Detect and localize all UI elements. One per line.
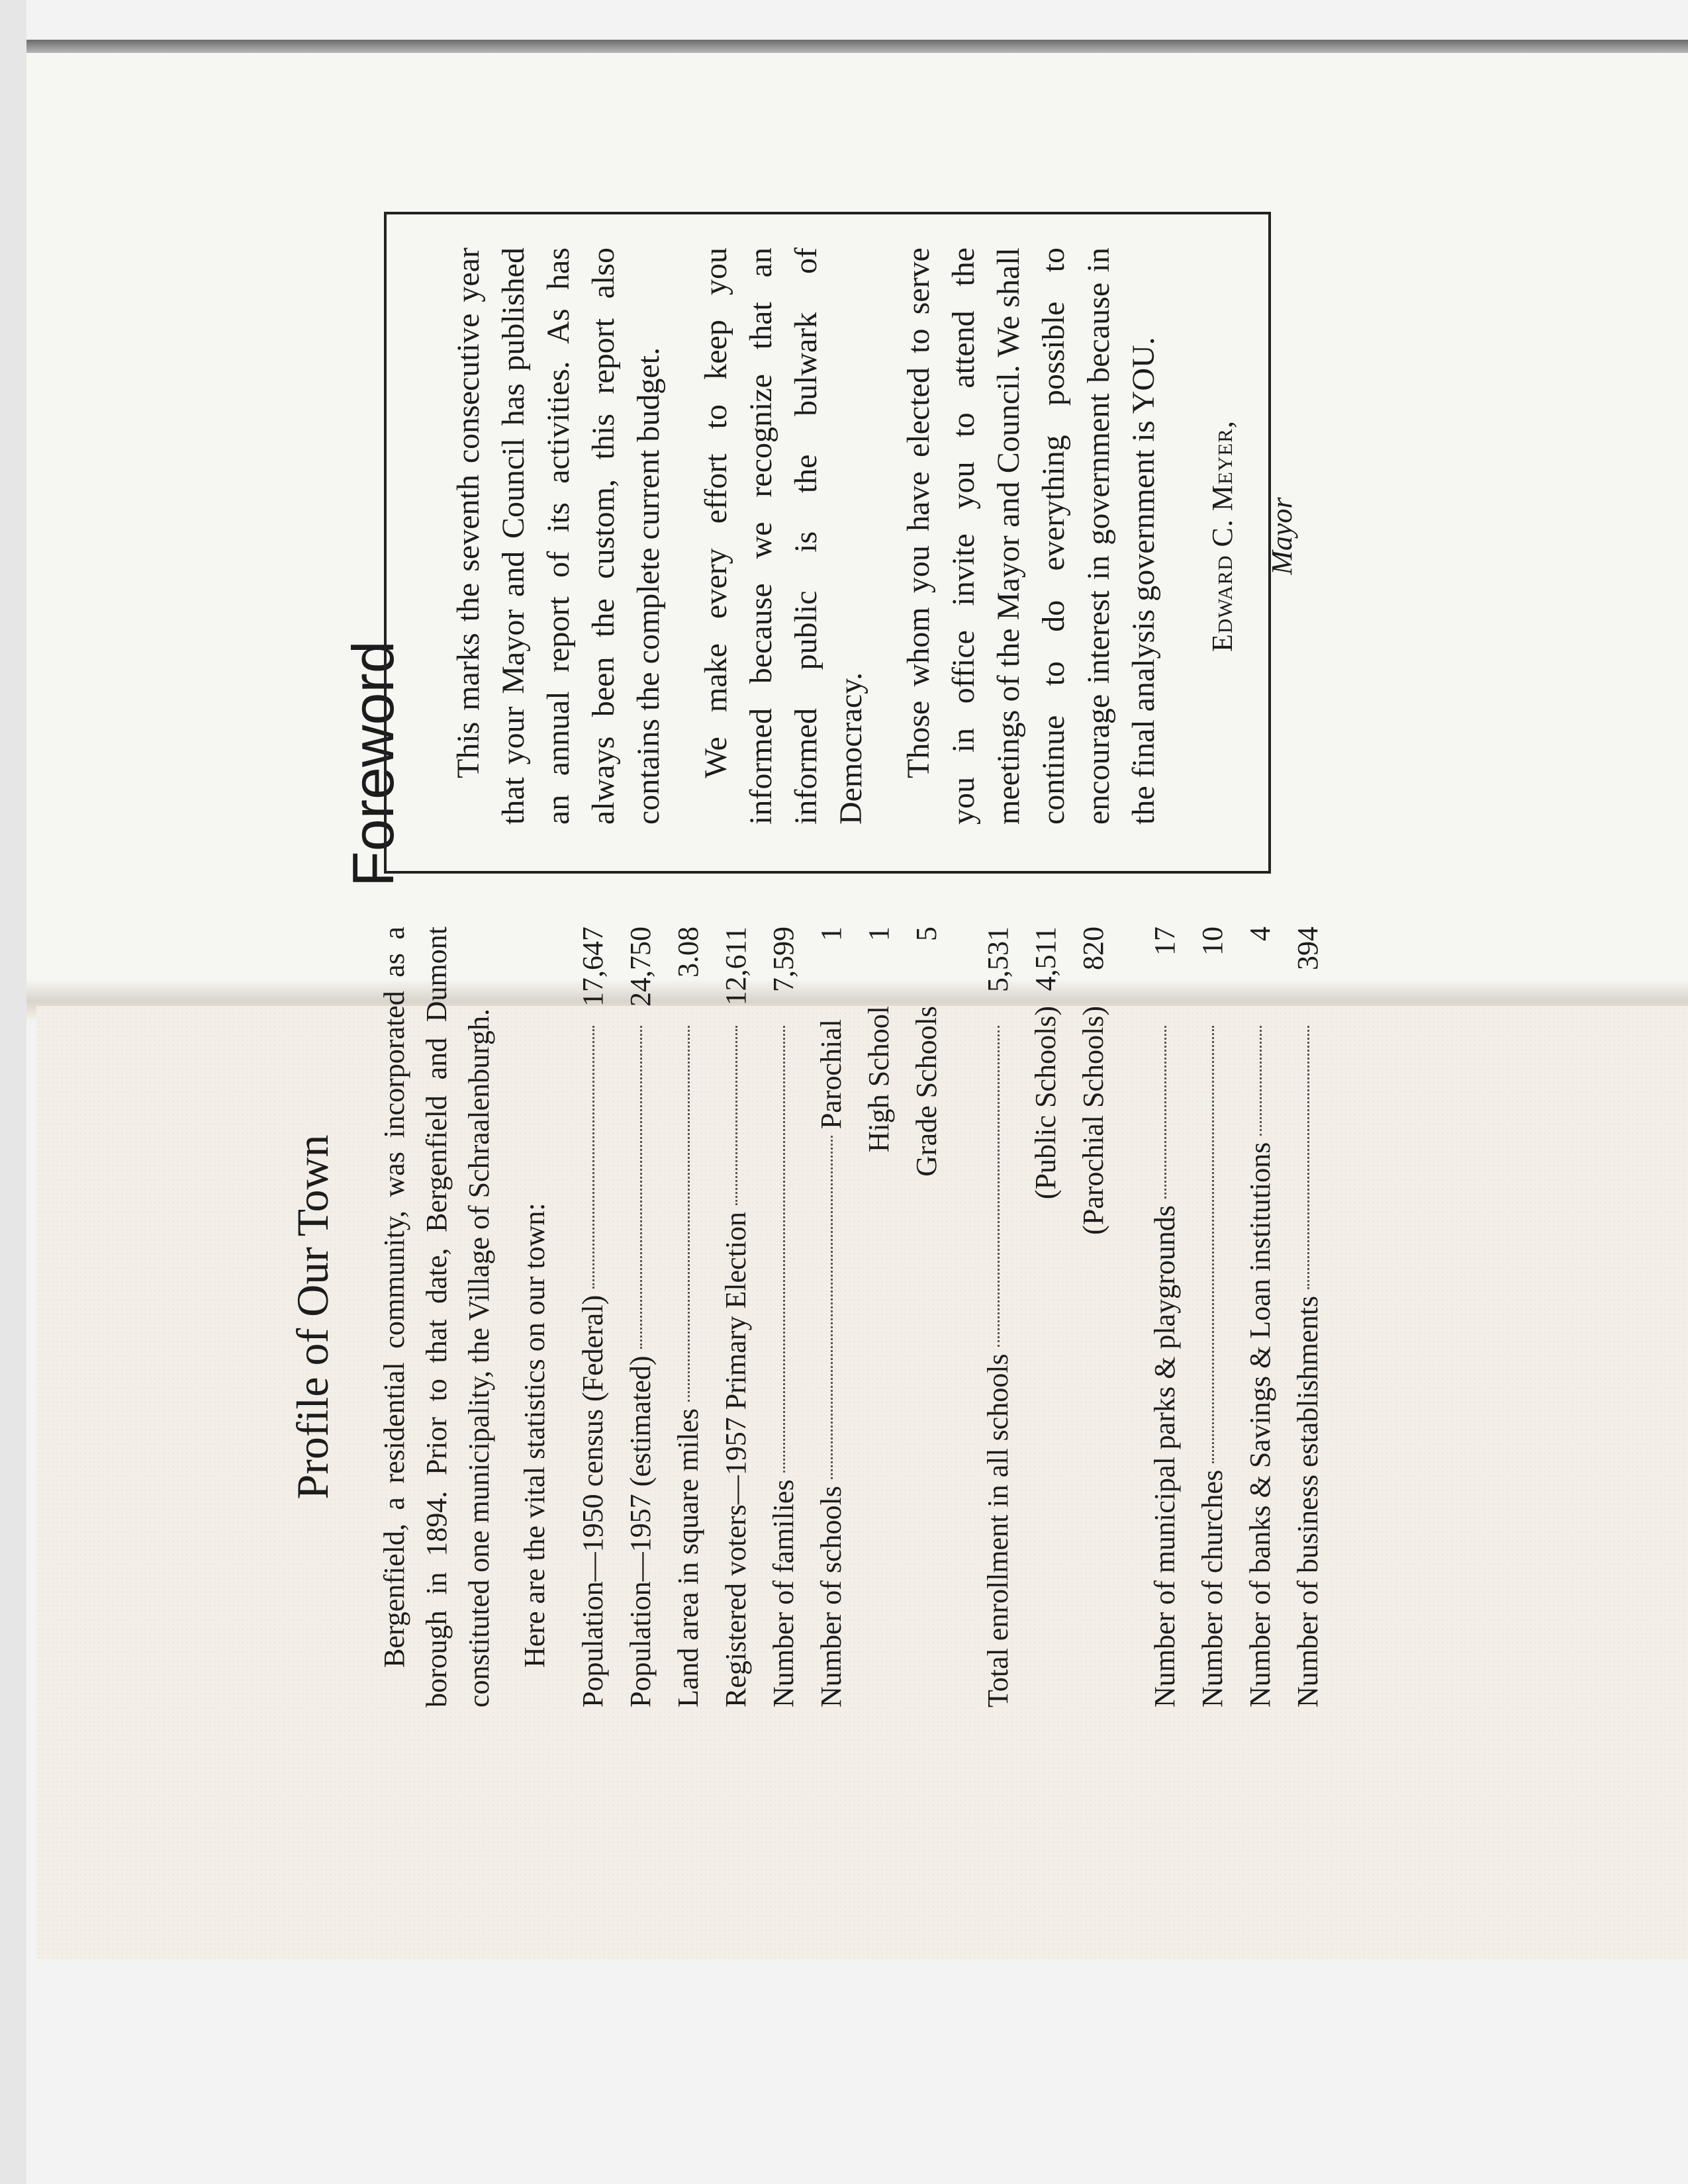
stat-row-families [763, 927, 810, 1707]
stat-value: 24,750 [624, 927, 657, 1007]
profile-title: Profile of Our Town [287, 1134, 338, 1500]
stat-row-businesses [1287, 927, 1335, 1707]
signature-title: Mayor [1266, 497, 1298, 575]
stat-row-parochial-schools [1072, 927, 1120, 1707]
stat-row-total-enrollment [977, 927, 1025, 1707]
stat-row-schools-parochial [810, 927, 858, 1707]
stat-label: (Public Schools) [1029, 1006, 1062, 1200]
dot-leader [592, 1026, 594, 1289]
stat-row-population-1950 [572, 927, 620, 1707]
stat-row-registered-voters [715, 927, 763, 1707]
stat-value: 1 [863, 927, 895, 941]
stat-label: Total enrollment in all schools [982, 1353, 1014, 1707]
dot-leader [735, 1026, 737, 1205]
foreword-paragraph-1: This marks the seventh consecutive year that your Mayor and Council has published an annual report of its activities. As has always been the custom, this report also contains the complete current budget. [451, 248, 666, 825]
stat-value: 394 [1291, 927, 1324, 970]
stats-list [572, 927, 1335, 1707]
dot-leader [831, 1136, 833, 1479]
stat-label: Grade Schools [910, 1006, 943, 1177]
stat-label: Number of families [767, 1479, 800, 1707]
stat-value: 12,611 [720, 927, 752, 1006]
stat-value: 5,531 [982, 927, 1014, 992]
stat-value: 4 [1244, 927, 1276, 941]
foreword-box [384, 212, 1298, 874]
dot-leader [783, 1026, 785, 1473]
stat-label: Number of schools [815, 1486, 847, 1707]
stat-row-population-1957 [620, 927, 667, 1707]
stat-row-public-schools [1025, 927, 1072, 1707]
dot-leader [640, 1026, 642, 1349]
stat-label: Population—1957 (estimated) [624, 1355, 657, 1707]
profile-intro: Bergenfield, a residential community, was incorporated as a borough in 1894. Prior to that date, Bergenfield and Dumont constituted one municipality, the Village of Schraalenburgh. [378, 927, 495, 1707]
stat-row-grade-schools [906, 927, 953, 1707]
scan-edge [0, 0, 26, 2184]
stat-row-land-area [667, 927, 715, 1707]
stat-label: Population—1950 census (Federal) [577, 1295, 609, 1707]
stat-row-parks [1144, 927, 1192, 1707]
signature-block [1193, 248, 1312, 825]
stat-label: Number of churches [1196, 1469, 1229, 1707]
stat-label: Registered voters—1957 Primary Election [720, 1211, 752, 1707]
stat-value: 17 [1149, 927, 1181, 956]
dot-leader [1307, 1026, 1309, 1289]
stat-value: 7,599 [767, 927, 800, 992]
stat-value: 4,511 [1029, 927, 1062, 991]
dot-leader [1212, 1026, 1214, 1463]
stat-label: Number of banks & Savings & Loan institutions [1244, 1142, 1276, 1707]
stat-value: 10 [1196, 927, 1229, 956]
stat-label: Land area in square miles [672, 1408, 704, 1707]
stat-row-high-school [858, 927, 906, 1707]
stat-value: 1 [815, 927, 847, 941]
book-spine-shadow [26, 40, 1688, 53]
stat-value: 3.08 [672, 927, 704, 978]
stat-value: 5 [910, 927, 943, 941]
stat-label: Number of business establishments [1291, 1295, 1324, 1707]
signature-name: Edward C. Meyer, [1206, 420, 1239, 652]
stat-label: (Parochial Schools) [1077, 1006, 1109, 1235]
stat-sublabel: Parochial [815, 1019, 847, 1130]
stat-value: 17,647 [577, 927, 609, 1007]
stat-row-banks [1239, 927, 1287, 1707]
dot-leader [1164, 1026, 1166, 1199]
foreword-title: Foreword [340, 641, 406, 887]
dot-leader [998, 1026, 1000, 1347]
stat-label: Number of municipal parks & playgrounds [1149, 1205, 1181, 1707]
foreword-paragraph-3: Those whom you have elected to serve you in office invite you to attend the meetings of the Mayor and Council. We shall continue to do everything possible to encourage interest in government because in the final analysis government is YOU. [901, 248, 1161, 825]
foreword-paragraph-2: We make every effort to keep you informed because we recognize that an informed public is the bulwark of Democracy. [698, 248, 868, 825]
stat-value: 820 [1077, 927, 1109, 970]
stat-row-churches [1192, 927, 1239, 1707]
stats-intro: Here are the vital statistics on our town: [518, 1203, 551, 1668]
stat-label: High School [863, 1006, 895, 1153]
dot-leader [688, 1026, 690, 1402]
profile-section [287, 927, 1324, 1707]
dot-leader [1260, 1026, 1262, 1136]
